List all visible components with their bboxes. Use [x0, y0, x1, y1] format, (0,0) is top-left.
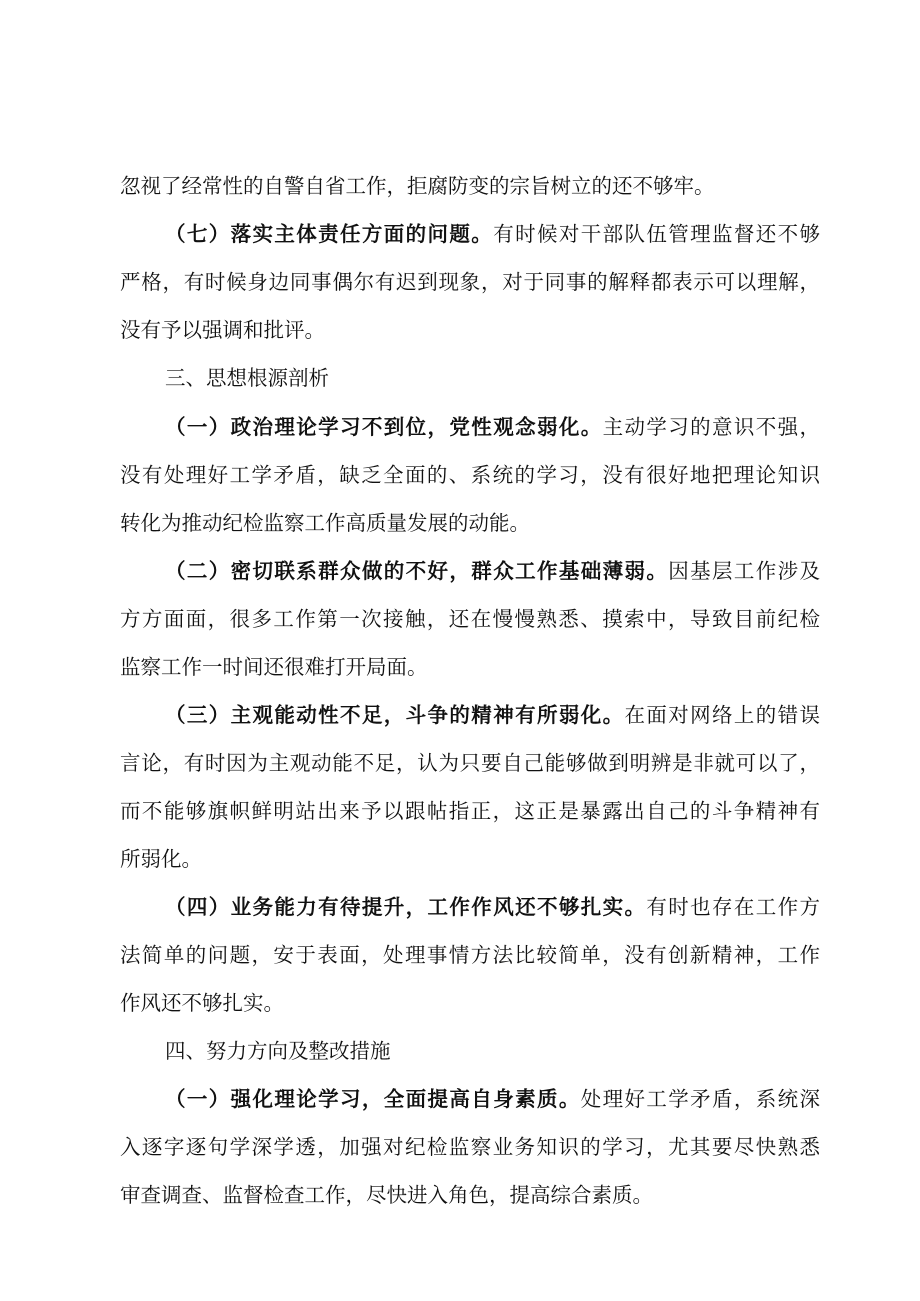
paragraph-line: （一）强化理论学习，全面提高自身素质。处理好工学矛盾，系统深 [165, 1087, 820, 1111]
paragraph-line: 而不能够旗帜鲜明站出来予以跟帖指正，这正是暴露出自己的斗争精神有 [120, 799, 820, 823]
paragraph-heading: （一）强化理论学习，全面提高自身素质。 [165, 1087, 581, 1111]
paragraph-line: （一）政治理论学习不到位，党性观念弱化。主动学习的意识不强， [165, 415, 820, 439]
paragraph-line: 忽视了经常性的自警自省工作，拒腐防变的宗旨树立的还不够牢。 [120, 174, 715, 198]
paragraph-line: （二）密切联系群众做的不好，群众工作基础薄弱。因基层工作涉及 [165, 559, 820, 583]
paragraph-line: 入逐字逐句学深学透，加强对纪检监察业务知识的学习，尤其要尽快熟悉 [120, 1135, 820, 1159]
paragraph-line: （七）落实主体责任方面的问题。有时候对干部队伍管理监督还不够 [165, 222, 820, 246]
paragraph-heading: （二）密切联系群众做的不好，群众工作基础薄弱。 [165, 559, 669, 583]
paragraph-line: 转化为推动纪检监察工作高质量发展的动能。 [120, 511, 530, 535]
paragraph-line: 所弱化。 [120, 847, 202, 871]
paragraph-line: 监察工作一时间还很难打开局面。 [120, 655, 428, 679]
paragraph-line: 作风还不够扎实。 [120, 991, 284, 1015]
section-heading: 三、思想根源剖析 [165, 366, 329, 390]
paragraph-line: 言论，有时因为主观动能不足，认为只要自己能够做到明辨是非就可以了， [120, 751, 820, 775]
paragraph-heading: （一）政治理论学习不到位，党性观念弱化。 [165, 415, 603, 439]
paragraph-heading: （三）主观能动性不足，斗争的精神有所弱化。 [165, 703, 625, 727]
paragraph-line: 没有处理好工学矛盾，缺乏全面的、系统的学习，没有很好地把理论知识 [120, 463, 820, 487]
paragraph-line: （四）业务能力有待提升，工作作风还不够扎实。有时也存在工作方 [165, 895, 820, 919]
paragraph-heading: （四）业务能力有待提升，工作作风还不够扎实。 [165, 895, 647, 919]
paragraph-line: （三）主观能动性不足，斗争的精神有所弱化。在面对网络上的错误 [165, 703, 820, 727]
section-heading: 四、努力方向及整改措施 [165, 1039, 391, 1063]
paragraph-line: 法简单的问题，安于表面，处理事情方法比较简单，没有创新精神，工作 [120, 943, 820, 967]
paragraph-line: 方方面面，很多工作第一次接触，还在慢慢熟悉、摸索中，导致目前纪检 [120, 607, 820, 631]
paragraph-line: 审查调查、监督检查工作，尽快进入角色，提高综合素质。 [120, 1183, 653, 1207]
paragraph-line: 严格，有时候身边同事偶尔有迟到现象，对于同事的解释都表示可以理解， [120, 270, 820, 294]
paragraph-line: 没有予以强调和批评。 [120, 318, 325, 342]
paragraph-heading: （七）落实主体责任方面的问题。 [165, 222, 494, 246]
